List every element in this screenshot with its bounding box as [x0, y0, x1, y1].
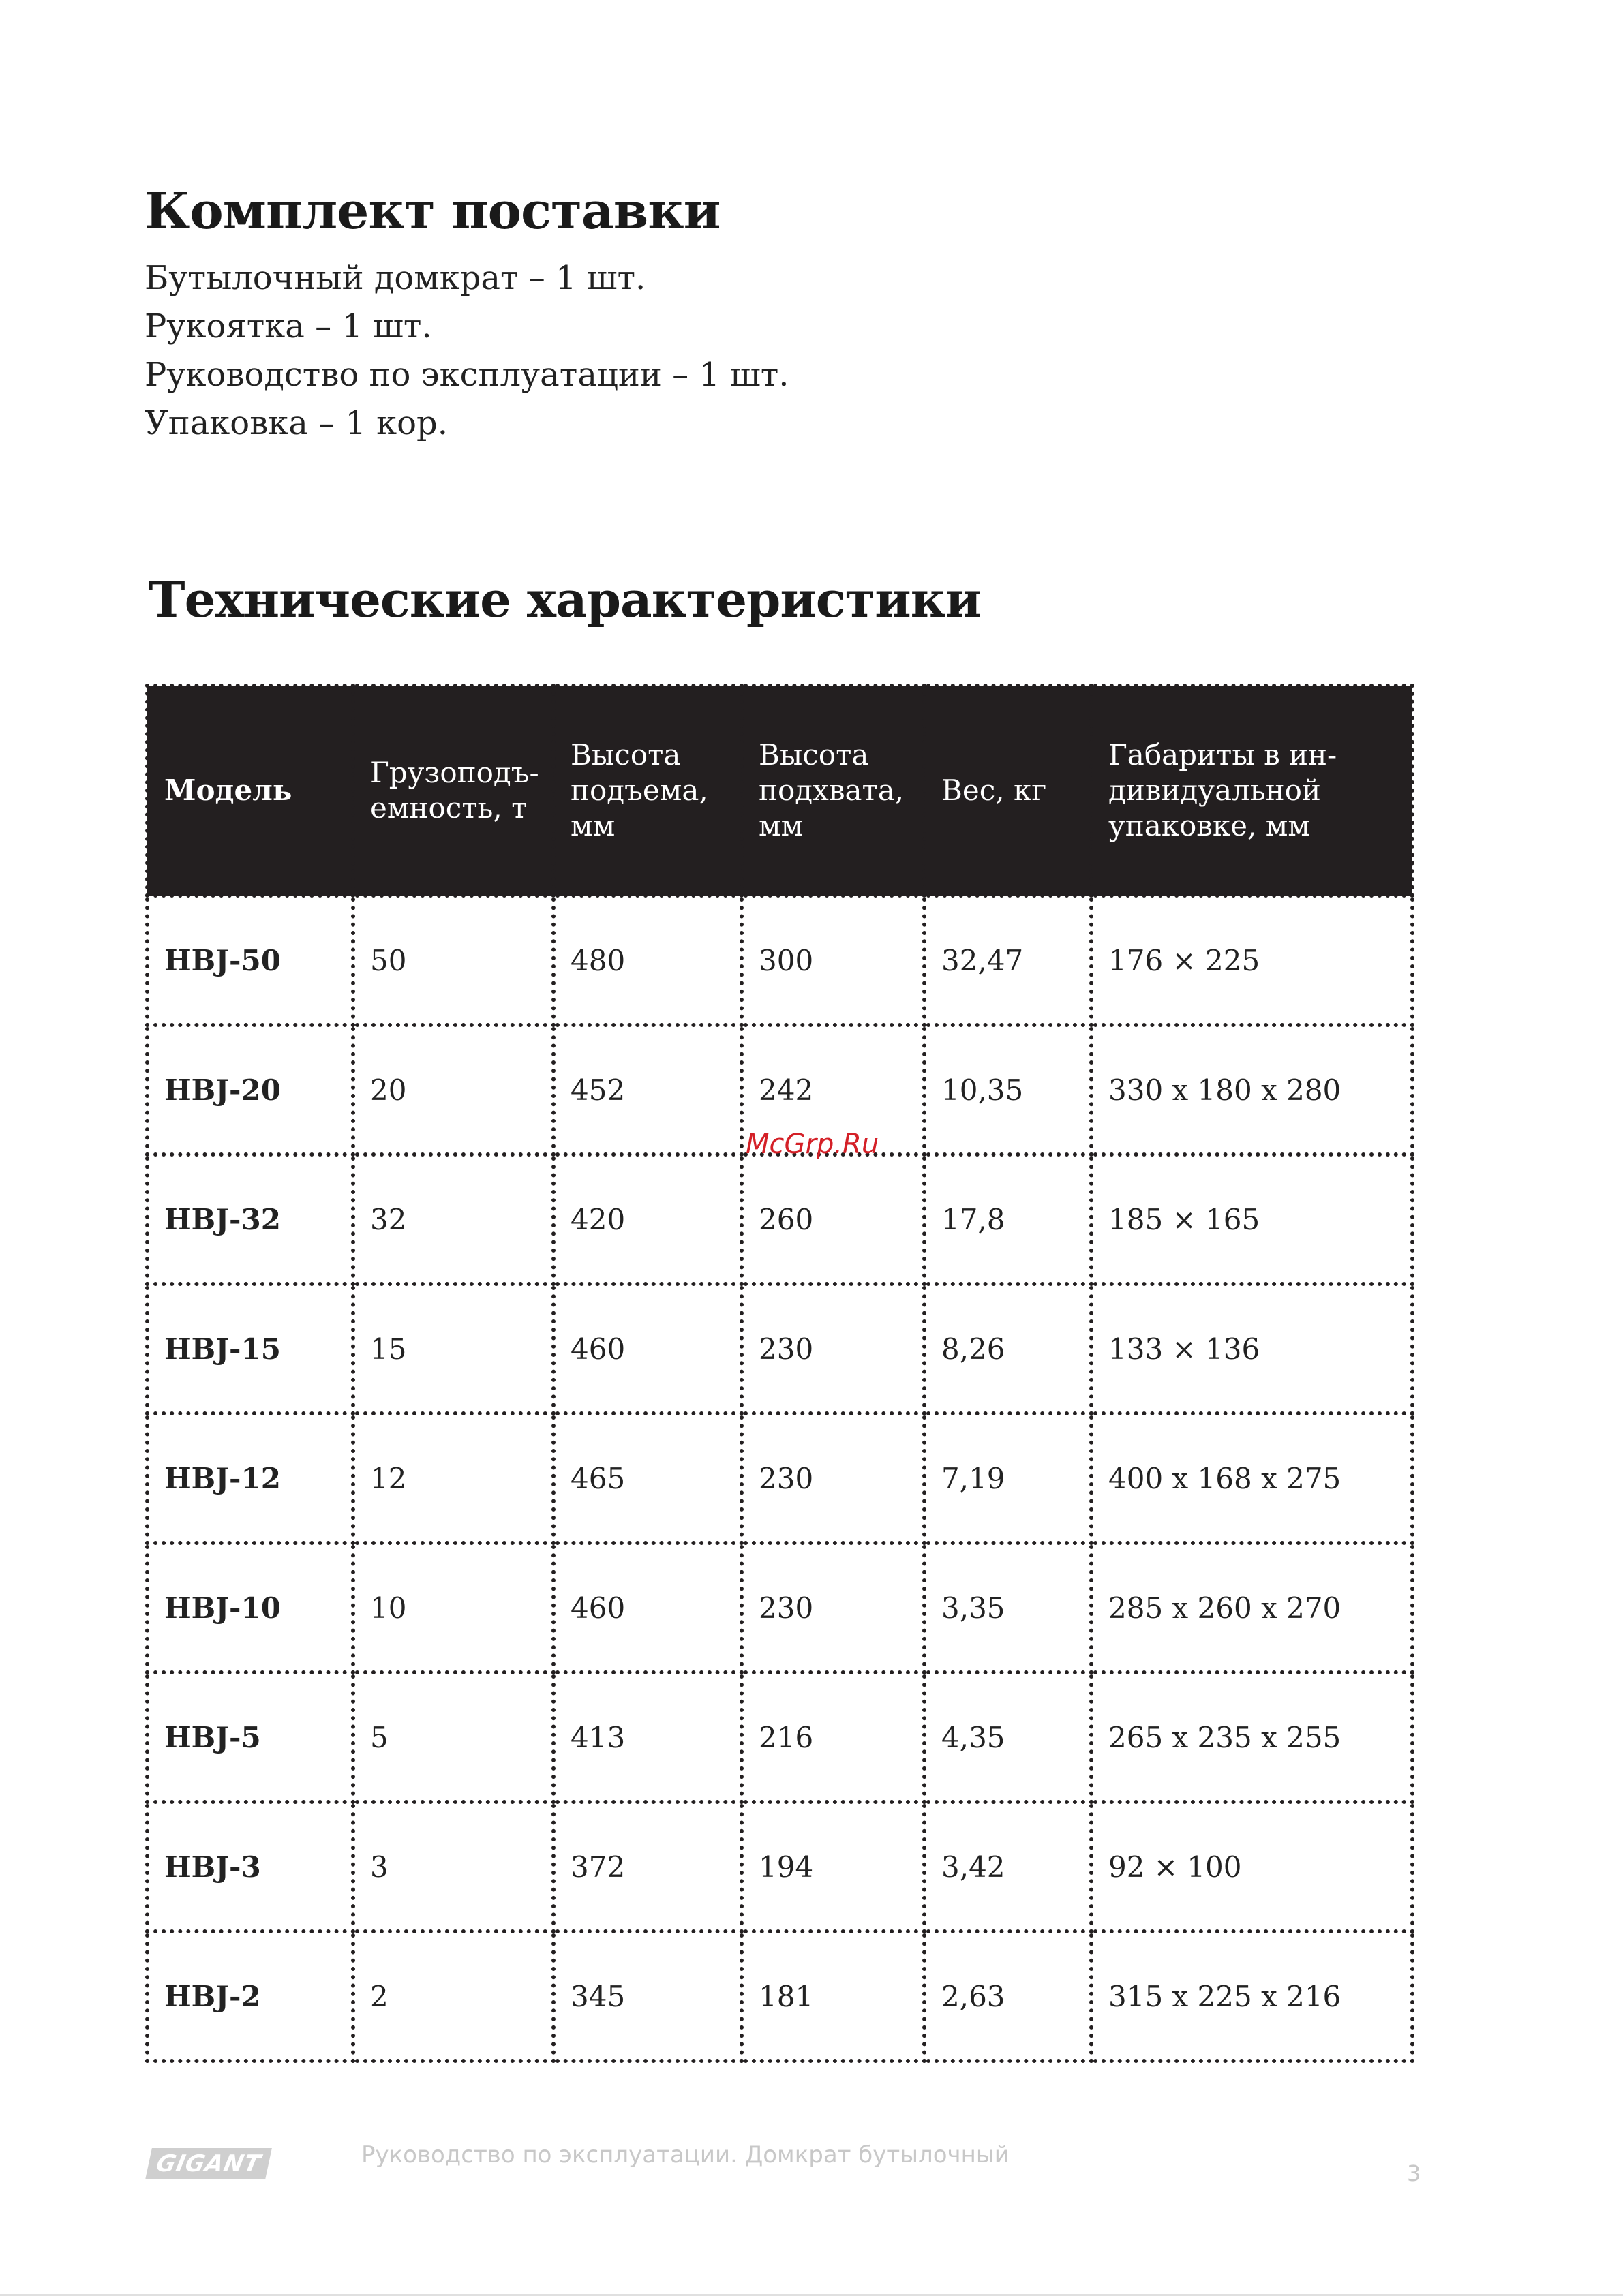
- cell-capacity: 2: [353, 1931, 553, 2061]
- cell-min-height: 260: [742, 1154, 924, 1284]
- watermark-link[interactable]: McGrp.Ru: [746, 1129, 879, 1160]
- cell-capacity: 32: [353, 1154, 553, 1284]
- cell-min-height: 300: [742, 896, 924, 1025]
- cell-model: HBJ-15: [147, 1284, 353, 1413]
- kit-item: Рукоятка – 1 шт.: [145, 307, 432, 346]
- kit-list: [145, 254, 1440, 448]
- cell-capacity: 10: [353, 1543, 553, 1672]
- specs-table: [145, 684, 1414, 2063]
- cell-min-height: 230: [742, 1543, 924, 1672]
- cell-lift-height: 460: [553, 1284, 742, 1413]
- cell-model: HBJ-5: [147, 1672, 353, 1802]
- cell-capacity: 15: [353, 1284, 553, 1413]
- table-header-row: [147, 686, 1412, 896]
- cell-capacity: 5: [353, 1672, 553, 1802]
- kit-item: Упаковка – 1 кор.: [145, 404, 449, 443]
- cell-capacity: 20: [353, 1025, 553, 1154]
- cell-min-height: 242: [742, 1025, 924, 1154]
- table-row: [147, 1802, 1412, 1931]
- cell-capacity: 12: [353, 1413, 553, 1543]
- cell-lift-height: 465: [553, 1413, 742, 1543]
- cell-model: HBJ-2: [147, 1931, 353, 2061]
- cell-weight: 3,42: [924, 1802, 1091, 1931]
- header-min-height: Высота подхвата, мм: [742, 686, 924, 896]
- kit-section: [145, 184, 1440, 448]
- cell-min-height: 194: [742, 1802, 924, 1931]
- table-row: [147, 1154, 1412, 1284]
- header-lift-height: Высота подъема, мм: [553, 686, 742, 896]
- specs-title: Технические характеристики: [149, 570, 982, 628]
- cell-weight: 3,35: [924, 1543, 1091, 1672]
- table-row: [147, 1413, 1412, 1543]
- table-row: [147, 1284, 1412, 1413]
- cell-lift-height: 345: [553, 1931, 742, 2061]
- cell-weight: 17,8: [924, 1154, 1091, 1284]
- kit-item: Бутылочный домкрат – 1 шт.: [145, 259, 646, 298]
- header-weight: Вес, кг: [924, 686, 1091, 896]
- table-row: [147, 1931, 1412, 2061]
- header-capacity: Грузоподъ-емность, т: [353, 686, 553, 896]
- cell-dimensions: 400 x 168 x 275: [1091, 1413, 1412, 1543]
- cell-lift-height: 452: [553, 1025, 742, 1154]
- cell-model: HBJ-10: [147, 1543, 353, 1672]
- cell-dimensions: 265 x 235 x 255: [1091, 1672, 1412, 1802]
- specs-table-wrap: [145, 684, 1410, 2063]
- cell-capacity: 50: [353, 896, 553, 1025]
- cell-weight: 10,35: [924, 1025, 1091, 1154]
- cell-weight: 32,47: [924, 896, 1091, 1025]
- cell-dimensions: 185 × 165: [1091, 1154, 1412, 1284]
- logo-text: GIGANT: [153, 2150, 264, 2177]
- cell-lift-height: 372: [553, 1802, 742, 1931]
- cell-dimensions: 315 x 225 x 216: [1091, 1931, 1412, 2061]
- cell-lift-height: 480: [553, 896, 742, 1025]
- cell-dimensions: 330 x 180 x 280: [1091, 1025, 1412, 1154]
- cell-model: HBJ-32: [147, 1154, 353, 1284]
- cell-min-height: 230: [742, 1284, 924, 1413]
- header-model: Модель: [147, 686, 353, 896]
- cell-min-height: 181: [742, 1931, 924, 2061]
- gigant-logo: [145, 2148, 272, 2179]
- cell-weight: 4,35: [924, 1672, 1091, 1802]
- page-number: 3: [1407, 2160, 1421, 2186]
- cell-dimensions: 176 × 225: [1091, 896, 1412, 1025]
- table-row: [147, 1672, 1412, 1802]
- table-row: [147, 896, 1412, 1025]
- cell-lift-height: 413: [553, 1672, 742, 1802]
- cell-model: HBJ-20: [147, 1025, 353, 1154]
- cell-model: HBJ-3: [147, 1802, 353, 1931]
- cell-weight: 7,19: [924, 1413, 1091, 1543]
- kit-title: Комплект поставки: [145, 182, 721, 241]
- table-row: [147, 1543, 1412, 1672]
- cell-weight: 2,63: [924, 1931, 1091, 2061]
- header-dimensions: Габариты в ин-дивидуальной упаковке, мм: [1091, 686, 1412, 896]
- specs-section: [149, 572, 1444, 626]
- footer-text: Руководство по эксплуатации. Домкрат бутылочный: [361, 2141, 1010, 2169]
- cell-weight: 8,26: [924, 1284, 1091, 1413]
- cell-min-height: 216: [742, 1672, 924, 1802]
- cell-dimensions: 133 × 136: [1091, 1284, 1412, 1413]
- cell-lift-height: 460: [553, 1543, 742, 1672]
- cell-model: HBJ-50: [147, 896, 353, 1025]
- cell-dimensions: 92 × 100: [1091, 1802, 1412, 1931]
- cell-lift-height: 420: [553, 1154, 742, 1284]
- cell-dimensions: 285 x 260 x 270: [1091, 1543, 1412, 1672]
- cell-model: HBJ-12: [147, 1413, 353, 1543]
- cell-capacity: 3: [353, 1802, 553, 1931]
- cell-min-height: 230: [742, 1413, 924, 1543]
- kit-item: Руководство по эксплуатации – 1 шт.: [145, 356, 789, 395]
